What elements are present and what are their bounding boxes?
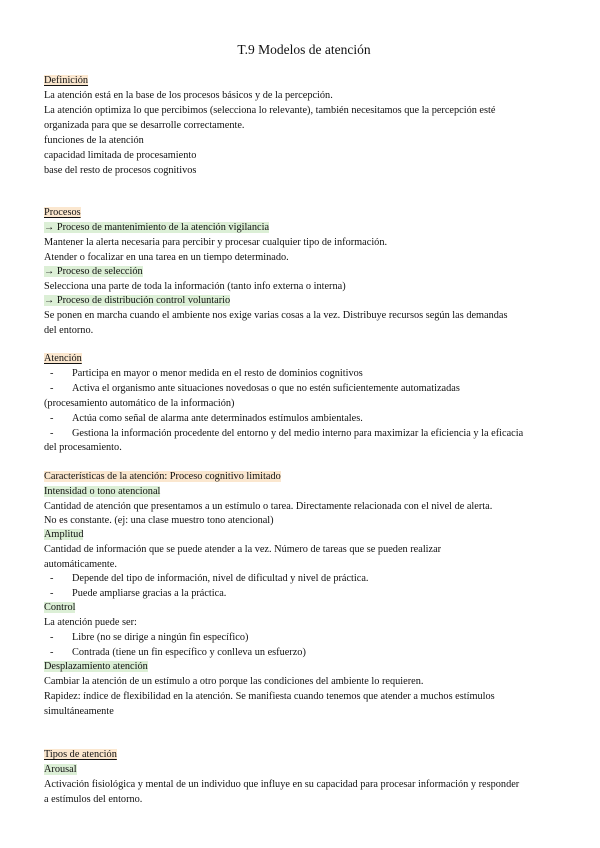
paragraph-line: del entorno. — [44, 325, 94, 336]
paragraph-line: Cambiar la atención de un estímulo a otro porque las condiciones del ambiente lo requieren. — [44, 676, 424, 687]
subheading: → Proceso de distribución control voluntario — [44, 295, 231, 306]
paragraph-line: La atención optimiza lo que percibimos (selecciona lo relevante), también necesitamos que la percepción esté — [44, 105, 496, 116]
subheading: Amplitud — [44, 529, 84, 540]
paragraph-line: organizada para que se desarrolle correctamente. — [44, 120, 245, 131]
paragraph-line: Mantener la alerta necesaria para percibir y procesar cualquier tipo de información. — [44, 237, 388, 248]
paragraph-line: a estímulos del entorno. — [44, 794, 143, 805]
subheading: → Proceso de selección — [44, 266, 143, 277]
paragraph-line: La atención puede ser: — [44, 617, 137, 628]
page-title: T.9 Modelos de atención — [237, 42, 371, 57]
paragraph-line: del procesamiento. — [44, 442, 122, 453]
paragraph-line: Atender o focalizar en una tarea en un tiempo determinado. — [44, 252, 289, 263]
paragraph-line: simultáneamente — [44, 706, 114, 717]
paragraph-line: No es constante. (ej: una clase muestro tono atencional) — [44, 515, 274, 526]
paragraph-line: (procesamiento automático de la información) — [44, 398, 235, 409]
paragraph-line: Se ponen en marcha cuando el ambiente nos exige varias cosas a la vez. Distribuye recursos según las demandas — [44, 310, 508, 321]
subheading: Control — [44, 602, 76, 613]
paragraph-line: automáticamente. — [44, 559, 117, 570]
subheading: Desplazamiento atención — [44, 661, 148, 672]
caracteristicas-heading: Características de la atención: Proceso cognitivo limitado — [44, 471, 281, 482]
subheading: → Proceso de mantenimiento de la atención vigilancia — [44, 222, 270, 233]
tipos-heading: Tipos de atención — [44, 749, 117, 760]
paragraph-line: La atención está en la base de los procesos básicos y de la percepción. — [44, 90, 333, 101]
paragraph-line: Cantidad de información que se puede atender a la vez. Número de tareas que se pueden realizar — [44, 544, 442, 555]
definicion-heading: Definición — [44, 75, 89, 86]
paragraph-line: Activación fisiológica y mental de un individuo que influye en su capacidad para procesar información y responder — [44, 779, 520, 790]
paragraph-line: capacidad limitada de procesamiento — [44, 150, 197, 161]
paragraph-line: Cantidad de atención que presentamos a un estímulo o tarea. Directamente relacionada con el nivel de alerta. — [44, 501, 493, 512]
procesos-heading: Procesos — [44, 207, 81, 218]
paragraph-line: base del resto de procesos cognitivos — [44, 165, 197, 176]
paragraph-line: Selecciona una parte de toda la información (tanto info externa o interna) — [44, 281, 346, 292]
subheading: Intensidad o tono atencional — [44, 486, 161, 497]
subheading: Arousal — [44, 764, 77, 775]
paragraph-line: Rapidez: índice de flexibilidad en la atención. Se manifiesta cuando tenemos que atender a muchos estímulos — [44, 691, 495, 702]
paragraph-line: funciones de la atención — [44, 135, 144, 146]
atencion-heading: Atención — [44, 353, 82, 364]
